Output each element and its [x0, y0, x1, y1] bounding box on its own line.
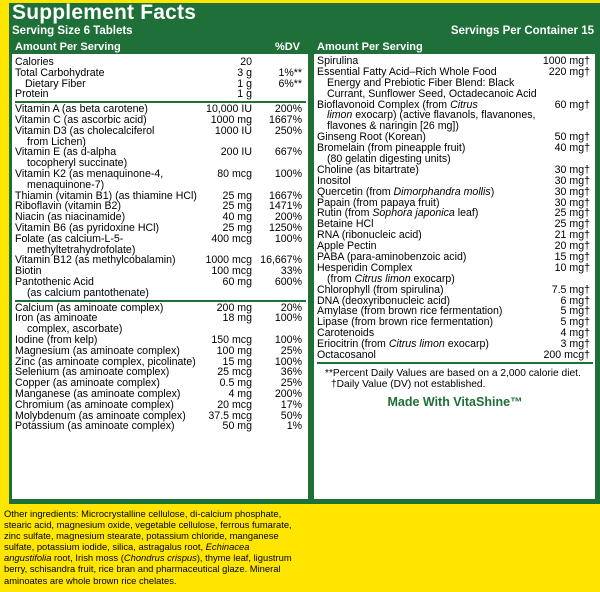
table-row-continuation: [15, 180, 306, 191]
nutrient-name: Potassium (as aminoate complex): [15, 420, 175, 433]
footnote-percent-dv: **Percent Daily Values are based on a 2,000 calorie diet.: [325, 367, 581, 379]
blend-description: Energy and Prebiotic Fiber Blend: Black: [327, 76, 515, 89]
ingredient-amount: 25 mg†: [554, 207, 590, 220]
nutrient-dv: 1250%: [269, 221, 302, 234]
nutrient-name: Vitamin K2 (as menaquinone-4,: [15, 167, 164, 180]
nutrient-amount: 37.5 mcg: [208, 409, 252, 422]
nutrient-amount: 1000 IU: [214, 124, 252, 137]
table-row: [15, 346, 306, 357]
nutrient-name-continued: complex, ascorbate): [27, 323, 123, 336]
nutrient-dv: 25%: [280, 377, 302, 390]
nutrient-name: Biotin: [15, 265, 42, 278]
amount-per-serving-label: Amount Per Serving: [15, 41, 121, 53]
nutrient-name: Riboflavin (vitamin B2): [15, 200, 121, 213]
nutrient-amount: 15 mg: [222, 355, 252, 368]
nutrient-name: Vitamin B6 (as pyridoxine HCl): [15, 221, 160, 234]
nutrient-amount: 200 mg: [216, 301, 252, 314]
nutrient-dv: 200%: [274, 103, 302, 116]
nutrient-dv: 250%: [274, 124, 302, 137]
nutrient-name: Calories: [15, 56, 54, 68]
ingredient-name: Papain (from papaya fruit): [317, 196, 440, 209]
ingredient-detail: flavones & naringin [26 mg]): [327, 120, 459, 133]
nutrient-amount: 1000 mg: [210, 113, 252, 126]
ingredient-amount: 30 mg†: [554, 174, 590, 187]
nutrient-amount: 100 mcg: [211, 265, 252, 278]
servings-per-container: Servings Per Container 15: [450, 25, 594, 37]
nutrient-name: Manganese (as aminoate complex): [15, 387, 181, 400]
nutrient-dv: 1667%: [269, 113, 302, 126]
ingredient-name: Lipase (from brown rice fermentation): [317, 316, 494, 329]
nutrient-amount: 1 g: [237, 88, 252, 101]
nutrient-dv: 100%: [274, 167, 302, 180]
panel-title: Supplement Facts: [12, 1, 197, 24]
nutrient-amount: 20 mcg: [217, 398, 252, 411]
nutrient-amount: 20: [240, 56, 252, 68]
ingredient-amount: 40 mg†: [554, 142, 590, 155]
nutrient-name: Chromium (as aminoate complex): [15, 398, 174, 411]
ingredient-name: Carotenoids: [317, 327, 375, 340]
nutrient-name: Vitamin B12 (as methylcobalamin): [15, 254, 176, 267]
nutrient-name: Folate (as calcium-L-5-: [15, 232, 124, 245]
nutrient-dv: 20%: [280, 301, 302, 314]
nutrient-dv: 1471%: [269, 200, 302, 213]
ingredient-amount: 10 mg†: [554, 261, 590, 274]
footnotes: [317, 365, 593, 391]
ingredient-name: Spirulina: [317, 55, 359, 67]
nutrient-dv: 1667%: [269, 189, 302, 202]
nutrient-name: Iodine (from kelp): [15, 333, 98, 346]
amount-per-serving-label: Amount Per Serving: [317, 41, 423, 53]
ingredient-name: Eriocitrin (from Citrus limon exocarp): [317, 338, 489, 351]
nutrient-name: Copper (as aminoate complex): [15, 377, 160, 390]
nutrient-name-continued: (as calcium pantothenate): [27, 286, 149, 299]
supplement-facts-panel: [9, 3, 600, 504]
nutrient-amount: 40 mg: [222, 211, 252, 224]
nutrient-amount: 80 mcg: [217, 167, 252, 180]
ingredient-detail: limon exocarp) (active flavanols, flavanones,: [327, 109, 536, 122]
nutrient-name: Vitamin C (as ascorbic acid): [15, 113, 147, 126]
nutrient-name: Vitamin E (as d-alpha: [15, 146, 117, 159]
nutrient-name: Protein: [15, 88, 49, 101]
ingredient-name: Chlorophyll (from spirulina): [317, 283, 444, 296]
nutrient-amount: 0.5 mg: [219, 377, 252, 390]
list-item: [317, 350, 593, 361]
nutrient-name: Molybdenum (as aminoate complex): [15, 409, 186, 422]
ingredient-amount: 3 mg†: [560, 338, 590, 351]
nutrient-dv: 25%: [280, 344, 302, 357]
ingredient-detail: (80 gelatin digesting units): [327, 153, 451, 166]
table-row: [15, 421, 306, 432]
nutrient-amount: 25 mg: [222, 189, 252, 202]
ingredient-amount: 15 mg†: [554, 251, 590, 264]
ingredient-amount: 20 mg†: [554, 240, 590, 253]
nutrient-amount: 1 g: [237, 77, 252, 90]
nutrient-name: Calcium (as aminoate complex): [15, 301, 164, 314]
table-row: [15, 89, 306, 100]
ingredient-amount: 220 mg†: [548, 65, 590, 78]
ingredient-amount: 5 mg†: [560, 305, 590, 318]
nutrient-name: Iron (as aminoate: [15, 312, 98, 325]
ingredient-name: Ginseng Root (Korean): [317, 131, 426, 144]
nutrient-dv: 200%: [274, 211, 302, 224]
right-column-header: [314, 41, 595, 54]
nutrient-amount: 1000 mcg: [205, 254, 252, 267]
ingredient-detail: (from Citrus limon exocarp): [327, 272, 455, 285]
nutrient-name: Dietary Fiber: [25, 77, 86, 90]
nutrient-amount: 50 mg: [222, 420, 252, 433]
nutrient-name-continued: menaquinone-7): [27, 178, 105, 191]
nutrient-name: Vitamin A (as beta carotene): [15, 103, 148, 116]
ingredient-amount: 30 mg†: [554, 163, 590, 176]
nutrient-name-continued: tocopheryl succinate): [27, 157, 128, 170]
serving-size: Serving Size 6 Tablets: [12, 25, 133, 37]
ingredient-name: Essential Fatty Acid–Rich Whole Food: [317, 65, 497, 78]
ingredient-name: Bioflavonoid Complex (from Citrus: [317, 98, 478, 111]
nutrient-name: Vitamin D3 (as cholecalciferol: [15, 124, 155, 137]
ingredient-name: RNA (ribonucleic acid): [317, 229, 422, 242]
footnote-dv-not-established: †Daily Value (DV) not established.: [331, 379, 486, 391]
nutrient-amount: 25 mg: [222, 200, 252, 213]
nutrient-amount: 4 mg: [228, 387, 252, 400]
nutrient-amount: 400 mcg: [211, 232, 252, 245]
nutrient-amount: 25 mg: [222, 221, 252, 234]
ingredient-name: Quercetin (from Dimorphandra mollis): [317, 185, 495, 198]
table-row: [15, 126, 306, 137]
nutrient-amount: 150 mcg: [211, 333, 252, 346]
table-row: [15, 400, 306, 411]
nutrient-name: Pantothenic Acid: [15, 275, 94, 288]
other-ingredients-label: Other ingredients:: [4, 508, 79, 519]
ingredient-amount: 50 mg†: [554, 131, 590, 144]
ingredient-amount: 4 mg†: [560, 327, 590, 340]
ingredient-amount: 1000 mg†: [542, 55, 590, 67]
nutrient-dv: 1%: [286, 420, 302, 433]
ingredient-amount: 7.5 mg†: [551, 283, 590, 296]
left-nutrient-list: [12, 54, 308, 432]
nutrient-dv: 100%: [274, 312, 302, 325]
nutrient-name-continued: methyltetrahydrofolate): [27, 243, 136, 256]
ingredient-name: Amylase (from brown rice fermentation): [317, 305, 503, 318]
nutrient-name: Niacin (as niacinamide): [15, 211, 126, 224]
ingredient-amount: 60 mg†: [554, 98, 590, 111]
nutrient-dv: 50%: [280, 409, 302, 422]
left-column-header: [12, 41, 308, 54]
table-row-continuation: [15, 288, 306, 299]
nutrient-amount: 3 g: [237, 66, 252, 79]
nutrient-dv: 6%**: [278, 77, 302, 90]
other-ingredients: Other ingredients: Microcrystalline cellulose, di-calcium phosphate, stearic acid, magnesium oxide, vegetable cellulose, ferrous fumarate, zinc sulfate, magnesium stearate, potassium chloride, manganese sulfate, potassium iodide, silica, astragalus root, Echinacea angustifolia root, Irish moss (Chondrus crispus), thyme leaf, ligustrum berry, schisandra fruit, rice bran and pharmaceutical glaze. Mineral aminoates are whole brown rice chelates.: [4, 508, 292, 586]
nutrient-dv: 600%: [274, 275, 302, 288]
nutrient-amount: 100 mg: [216, 344, 252, 357]
nutrient-dv: 667%: [274, 146, 302, 159]
ingredient-name: DNA (deoxyribonucleic acid): [317, 294, 451, 307]
nutrient-dv: 33%: [280, 265, 302, 278]
ingredient-name: Hesperidin Complex: [317, 261, 413, 274]
ingredient-amount: 5 mg†: [560, 316, 590, 329]
ingredient-name: Rutin (from Sophora japonica leaf): [317, 207, 479, 220]
ingredient-name: Apple Pectin: [317, 240, 377, 253]
nutrient-dv: 200%: [274, 387, 302, 400]
nutrient-dv: 17%: [280, 398, 302, 411]
table-row: [15, 68, 306, 79]
right-ingredient-list: [314, 54, 595, 409]
blend-description: Currant, Sunflower Seed, Octadecanoic Acid: [327, 87, 537, 100]
made-with-vitashine: Made With VitaShine™: [387, 394, 523, 409]
ingredient-amount: 30 mg†: [554, 185, 590, 198]
nutrient-amount: 10,000 IU: [206, 103, 252, 116]
nutrient-name: Magnesium (as aminoate complex): [15, 344, 180, 357]
ingredient-amount: 25 mg†: [554, 218, 590, 231]
ingredient-name: Betaine HCl: [317, 218, 374, 231]
ingredient-name: Octacosanol: [317, 349, 376, 362]
nutrient-dv: 100%: [274, 355, 302, 368]
right-column: [314, 41, 595, 499]
table-row: [15, 234, 306, 245]
nutrient-amount: 200 IU: [220, 146, 252, 159]
nutrient-name: Zinc (as aminoate complex, picolinate): [15, 355, 196, 368]
nutrient-dv: 1%**: [278, 66, 302, 79]
ingredient-amount: 200 mcg†: [543, 349, 590, 362]
nutrient-name-continued: from Lichen): [27, 135, 86, 148]
nutrient-amount: 60 mg: [222, 275, 252, 288]
nutrient-dv: 36%: [280, 366, 302, 379]
list-item: [317, 165, 593, 176]
nutrient-dv: 100%: [274, 333, 302, 346]
nutrient-name: Total Carbohydrate: [15, 66, 105, 79]
ingredient-name: Inositol: [317, 174, 351, 187]
ingredient-amount: 30 mg†: [554, 196, 590, 209]
left-column: [12, 41, 308, 499]
ingredient-name: Bromelain (from pineapple fruit): [317, 142, 466, 155]
ingredient-name: Choline (as bitartrate): [317, 163, 419, 176]
nutrient-dv: 100%: [274, 232, 302, 245]
ingredient-amount: 21 mg†: [554, 229, 590, 242]
table-row: [15, 79, 306, 90]
nutrient-name: Thiamin (vitamin B1) (as thiamine HCl): [15, 189, 197, 202]
nutrient-dv: 16,667%: [260, 254, 302, 267]
dv-label: %DV: [274, 41, 300, 53]
table-row: [15, 255, 306, 266]
nutrient-amount: 25 mcg: [217, 366, 252, 379]
nutrient-amount: 18 mg: [222, 312, 252, 325]
nutrient-name: Selenium (as aminoate complex): [15, 366, 170, 379]
ingredient-amount: 6 mg†: [560, 294, 590, 307]
ingredient-name: PABA (para-aminobenzoic acid): [317, 251, 467, 264]
